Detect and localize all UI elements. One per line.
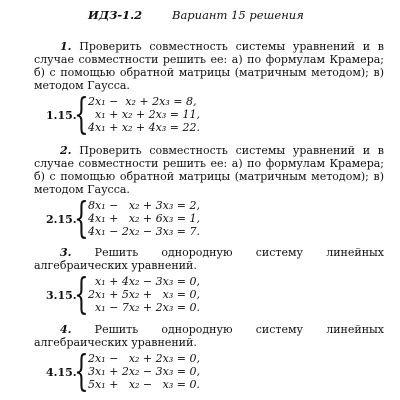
document-header [0,8,400,24]
equation: 3x₁ + 2x₂ − 3x₃ = 0, [88,365,200,378]
brace-icon: { [74,193,89,242]
equation: 4x₁ − 2x₂ − 3x₃ = 7. [88,225,200,238]
task-1-statement [34,40,384,92]
task-4-label: 4.15. [46,366,77,379]
task-2-label: 2.15. [46,213,77,226]
task-2-statement [34,144,384,196]
equation: 2x₁ − x₂ + 2x₃ = 8, [88,95,197,108]
task-2 [34,144,384,240]
equation: x₁ + 4x₂ − 3x₃ = 0, [88,275,200,288]
equation: 2x₁ + 5x₂ + x₃ = 0, [88,288,200,301]
equation: 2x₁ − x₂ + 2x₃ = 0, [88,352,200,365]
equation: 5x₁ + x₂ − x₃ = 0. [88,378,200,391]
task-4 [34,323,384,393]
equation: 4x₁ + x₂ + 4x₃ = 22. [88,121,200,134]
equations [88,275,200,314]
variant-title: Вариант 15 решения [172,8,304,22]
task-4-system [34,346,384,395]
task-3-number: 3. [60,246,72,259]
equations [88,95,200,134]
task-1-label: 1.15. [46,109,77,122]
assignment-code: ИДЗ-1.2 [88,8,143,22]
task-4-text: Решить однородную систему линейных алгебраических уравнений. [34,323,384,349]
equations [88,199,200,238]
task-1-system [34,89,384,138]
task-3-system [34,269,384,318]
equation: x₁ − 7x₂ + 2x₃ = 0. [88,301,200,314]
brace-icon: { [74,346,89,395]
task-3-text: Решить однородную систему линейных алгебраических уравнений. [34,246,384,272]
task-1-text: Проверить совместность системы уравнений и в случае совместности решить ее: а) по формулам Крамера; б) с помощью обратной матрицы (матричным методом); в) методом Гаусса. [34,40,384,92]
brace-icon: { [74,269,89,318]
equation: x₁ + x₂ + 2x₃ = 11, [88,108,200,121]
task-1-number: 1. [60,40,72,53]
equation: 4x₁ + x₂ + 6x₃ = 1, [88,212,200,225]
task-2-text: Проверить совместность системы уравнений и в случае совместности решить ее: а) по формулам Крамера; б) с помощью обратной матрицы (матричным методом); в) методом Гаусса. [34,144,384,196]
task-2-number: 2. [60,144,72,157]
equations [88,352,200,391]
task-2-system [34,193,384,242]
task-1 [34,40,384,136]
task-3 [34,246,384,316]
task-3-label: 3.15. [46,289,77,302]
brace-icon: { [74,89,89,138]
equation: 8x₁ − x₂ + 3x₃ = 2, [88,199,200,212]
task-4-number: 4. [60,323,72,336]
